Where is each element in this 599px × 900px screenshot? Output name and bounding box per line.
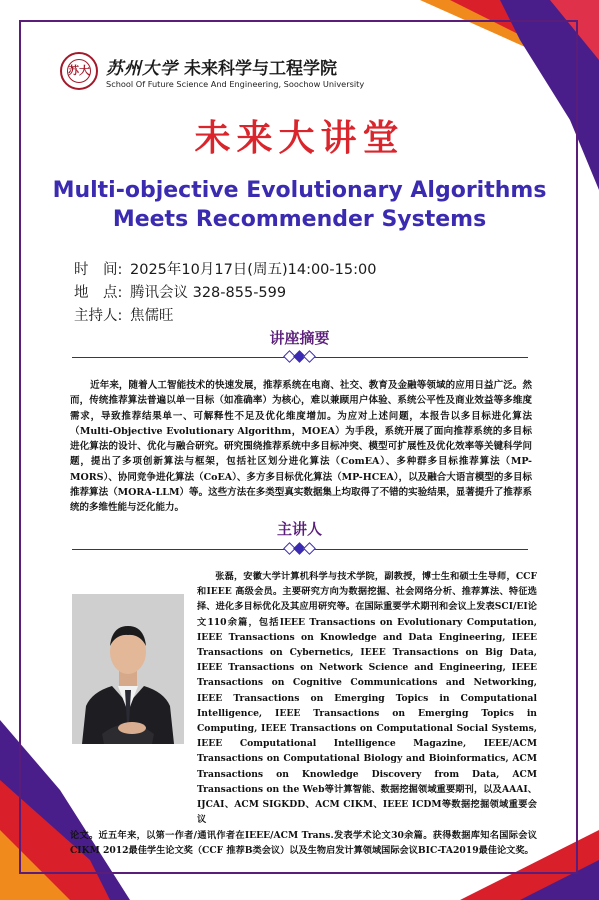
event-name: 未来大讲堂 — [194, 118, 405, 159]
school-name: 未来科学与工程学院 — [184, 59, 337, 79]
speaker-bio-continued: 论文。近五年来，以第一作者/通讯作者在IEEE/ACM Trans.发表学术论文30余篇。获得数据库知名国际会议CIKM 2012最佳学生论文奖（CCF 推荐B类会议）以及生物启发计算领域国际会议BIC-TA2019最佳论文奖。 — [70, 830, 537, 857]
info-place — [74, 281, 286, 302]
speaker-portrait-icon — [72, 594, 184, 744]
abstract-text — [70, 378, 532, 516]
university-name: 苏州大学 — [106, 59, 178, 79]
speaker-photo — [72, 594, 184, 744]
talk-title: Multi-objective Evolutionary Algorithms Meets Recommender Systems — [52, 178, 547, 232]
info-host — [74, 304, 174, 325]
speaker-bio-text: 张磊，安徽大学计算机科学与技术学院，副教授，博士生和硕士生导师，CCF和IEEE 高级会员。主要研究方向为数据挖掘、社会网络分析、推荐算法、特征选择、进化多目标优化及其应用研究等。在国际重要学术期刊和会议上发表SCI/EI论文110余篇，包括IEEE Transactions on Evolutionary Computation, IEEE Transactions on Knowledge and Data Engineering, IEEE Transactions on Cybernetics, IEEE Transactions on Big Data, IEEE Transactions on Network Science and Engineering, IEEE Transactions on Cognitive Communications and Networking, IEEE Transactions on Emerging Topics in Computational Intelligence, IEEE Transactions on Emerging Topics in Computing, IEEE Transactions on Computational Social Systems, IEEE Computational Intelligence Magazine, IEEE/ACM Transactions on Computational Biology and Bioinformatics, ACM Transactions on Knowledge Discovery from Data, ACM Transactions on the Web等计算智能、数据挖掘领域重要期刊，以及AAAI、IJCAI、ACM SIGKDD、ACM CIKM、IEEE ICDM等数据挖掘领域重要会议 — [197, 571, 537, 826]
abstract-body: 近年来，随着人工智能技术的快速发展，推荐系统在电商、社交、教育及金融等领域的应用日益广泛。然而，传统推荐算法普遍以单一目标（如准确率）为核心，难以兼顾用户体验、系统公平性及商业效益等多维度需求，导致推荐结果单一、可解释性不足及优化维度增加。为应对上述问题，本报告以多目标进化算法（Multi-Objective Evolutionary Algorithm，MOEA）为手段，系统开展了面向推荐系统的多目标进化算法的设计、优化与融合研究。研究围绕推荐系统中多目标冲突、模型可扩展性及优化效率等关键科学问题，提出了多项创新算法与框架，包括社区划分进化算法（ComEA）、多种群多目标推荐算法（MP-MORS）、协同竞争进化算法（CoEA）、多方多目标优化算法（MP-HCEA），以及融合大语言模型的多目标推荐算法（MORA-LLM）等。这些方法在多类型真实数据集上均取得了不错的实验结果，显著提升了推荐系统的多维性能与泛化能力。 — [70, 380, 532, 514]
info-time — [74, 258, 376, 279]
abstract-heading: 讲座摘要 — [269, 329, 330, 347]
logo-emblem: 苏大 — [67, 59, 91, 83]
time-label: 时 间: — [74, 262, 123, 278]
host-label: 主持人: — [74, 308, 123, 324]
school-name-en: School Of Future Science And Engineering, Soochow University — [106, 79, 365, 89]
time-value: 2025年10月17日(周五)14:00-15:00 — [130, 262, 377, 278]
place-value: 腾讯会议 328-855-599 — [130, 285, 287, 301]
school-header — [60, 52, 480, 102]
speaker-bio — [197, 569, 537, 827]
place-label: 地 点: — [74, 285, 123, 301]
speaker-heading: 主讲人 — [276, 520, 322, 538]
university-logo — [60, 52, 98, 90]
host-value: 焦儒旺 — [130, 308, 174, 324]
